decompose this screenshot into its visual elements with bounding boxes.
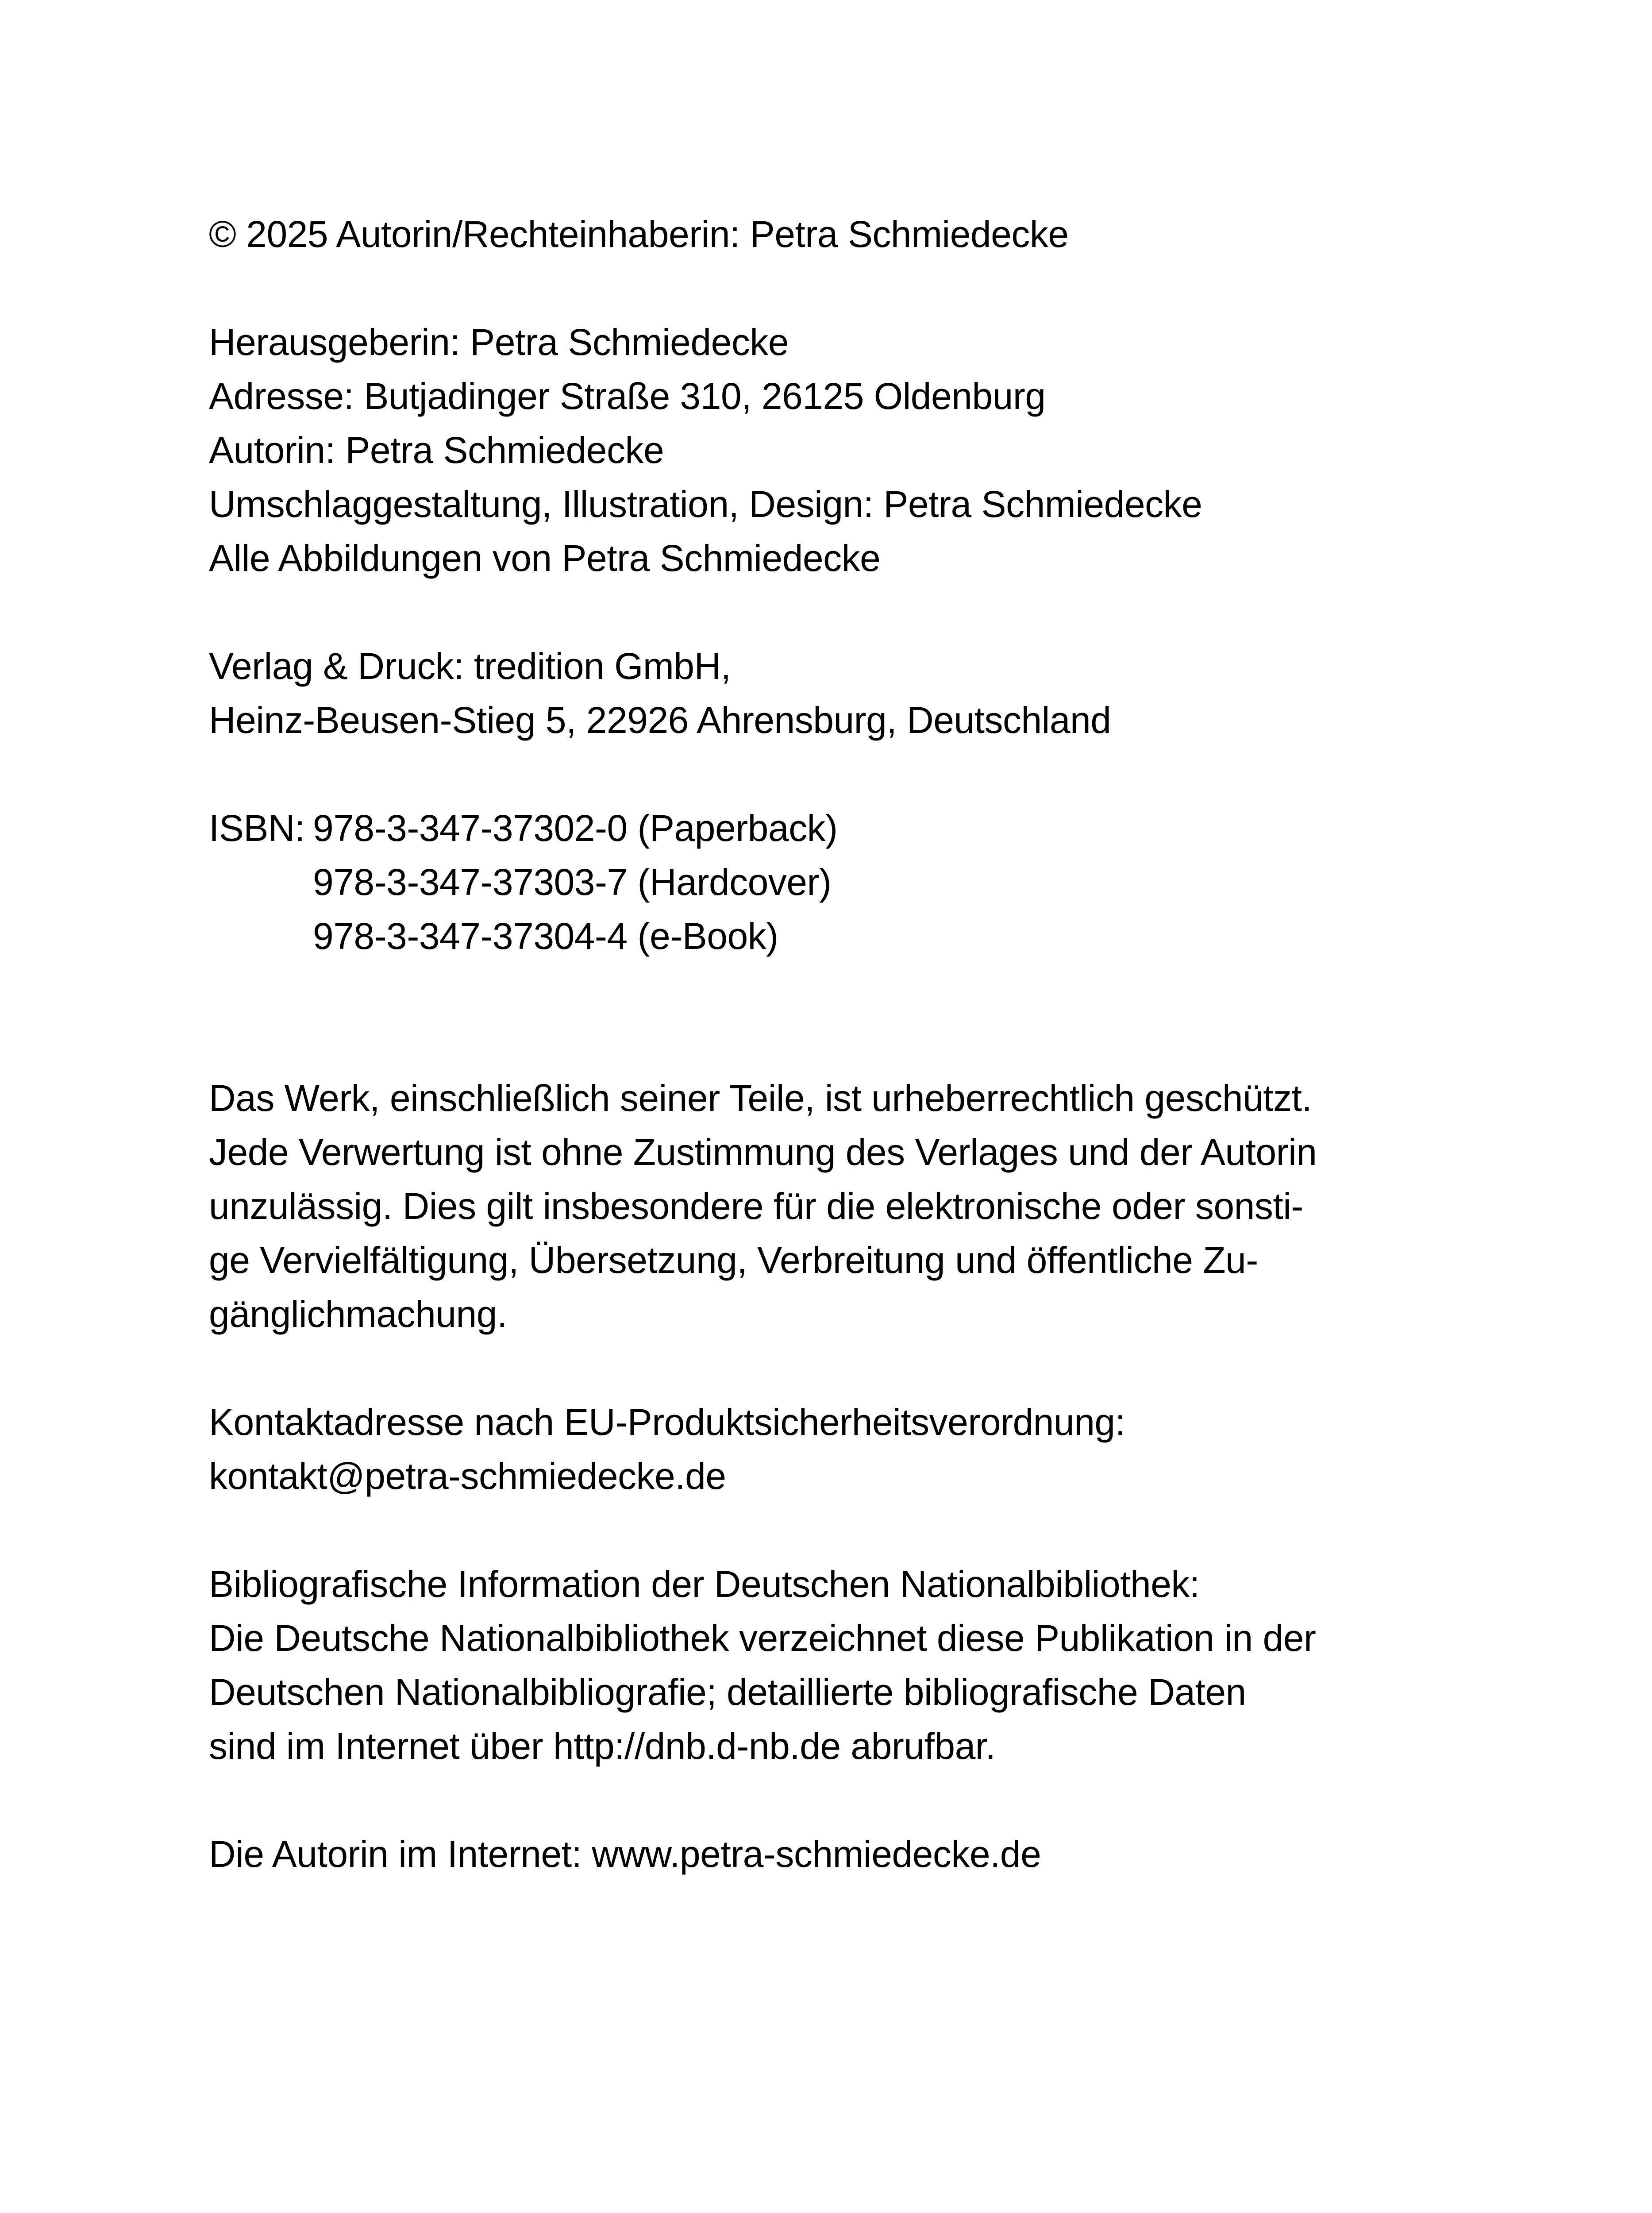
rights-line: Das Werk, einschließlich seiner Teile, ist urheberrechtlich geschützt. [209, 1077, 1312, 1119]
bibliographic-block [209, 1557, 1536, 1773]
author-line: Autorin: Petra Schmiedecke [209, 429, 664, 471]
isbn-row-paperback [209, 801, 1536, 855]
isbn-block [209, 801, 1536, 963]
isbn-ebook: 978-3-347-37304-4 (e-Book) [313, 915, 778, 957]
spacer [209, 261, 1536, 315]
bibliographic-line: Deutschen Nationalbibliografie; detaillierte bibliografische Daten [209, 1671, 1246, 1713]
spacer [209, 1341, 1536, 1395]
imprint-content [209, 207, 1536, 1881]
rights-line: Jede Verwertung ist ohne Zustimmung des Verlages und der Autorin [209, 1131, 1317, 1173]
design-line: Umschlaggestaltung, Illustration, Design: Petra Schmiedecke [209, 483, 1202, 525]
spacer [209, 963, 1536, 1071]
rights-line: ge Vervielfältigung, Übersetzung, Verbreitung und öffentliche Zu- [209, 1239, 1258, 1281]
bibliographic-line: sind im Internet über http://dnb.d-nb.de abrufbar. [209, 1725, 996, 1767]
printer-line: Verlag & Druck: tredition GmbH, [209, 645, 731, 687]
contact-block [209, 1395, 1536, 1503]
bibliographic-line: Die Deutsche Nationalbibliothek verzeichnet diese Publikation in der [209, 1617, 1316, 1659]
rights-block [209, 1071, 1536, 1341]
rights-line: unzulässig. Dies gilt insbesondere für die elektronische oder sonsti- [209, 1185, 1303, 1227]
isbn-label: ISBN: [209, 807, 305, 849]
website-line: Die Autorin im Internet: www.petra-schmiedecke.de [209, 1833, 1041, 1875]
isbn-row-hardcover [209, 855, 1536, 909]
address-line: Adresse: Butjadinger Straße 310, 26125 Oldenburg [209, 375, 1046, 417]
publisher-info-block [209, 315, 1536, 585]
copyright-line: © 2025 Autorin/Rechteinhaberin: Petra Schmiedecke [209, 213, 1069, 255]
contact-label: Kontaktadresse nach EU-Produktsicherheitsverordnung: [209, 1401, 1125, 1443]
isbn-row-ebook [209, 909, 1536, 963]
publisher-line: Herausgeberin: Petra Schmiedecke [209, 321, 789, 363]
contact-email: kontakt@petra-schmiedecke.de [209, 1455, 726, 1497]
spacer [209, 1773, 1536, 1827]
illustrations-line: Alle Abbildungen von Petra Schmiedecke [209, 537, 881, 579]
spacer [209, 747, 1536, 801]
spacer [209, 585, 1536, 639]
printer-block [209, 639, 1536, 747]
isbn-hardcover: 978-3-347-37303-7 (Hardcover) [313, 861, 832, 903]
rights-line: gänglichmachung. [209, 1293, 507, 1335]
isbn-paperback: 978-3-347-37302-0 (Paperback) [313, 807, 838, 849]
bibliographic-line: Bibliografische Information der Deutschen Nationalbibliothek: [209, 1563, 1200, 1605]
printer-address-line: Heinz-Beusen-Stieg 5, 22926 Ahrensburg, Deutschland [209, 699, 1111, 741]
spacer [209, 1503, 1536, 1557]
